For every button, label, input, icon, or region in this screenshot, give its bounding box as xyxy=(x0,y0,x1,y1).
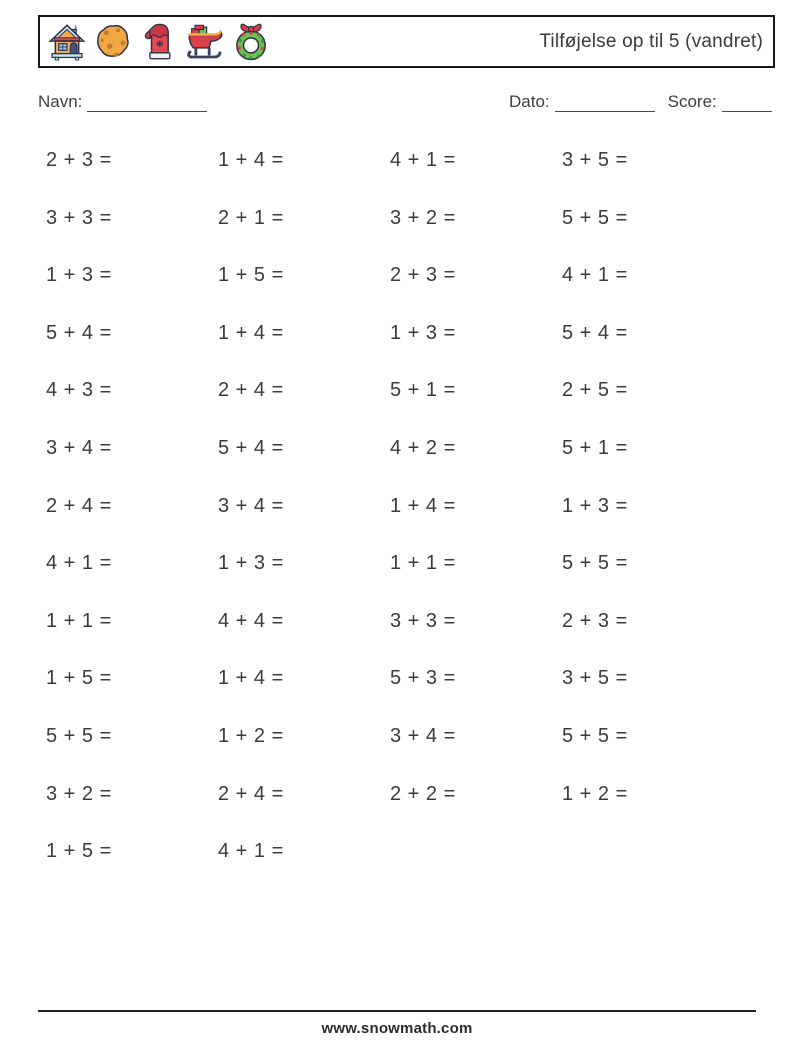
math-problem: 3 + 3 = xyxy=(46,206,112,229)
math-problem: 1 + 5 = xyxy=(46,840,112,863)
math-problem: 3 + 5 = xyxy=(562,149,628,171)
math-problem: 3 + 4 = xyxy=(390,724,456,747)
math-problem: 1 + 4 = xyxy=(390,494,456,517)
score-label: Score: xyxy=(667,92,717,111)
name-blank-line xyxy=(87,95,207,112)
math-problem: 4 + 2 = xyxy=(390,436,456,459)
math-problem: 2 + 3 = xyxy=(562,609,628,632)
math-problem: 1 + 3 = xyxy=(218,552,284,575)
name-label: Navn: xyxy=(38,92,83,111)
math-problem: 2 + 4 = xyxy=(218,782,284,805)
date-score-group xyxy=(509,92,772,112)
math-problem: 4 + 3 = xyxy=(46,379,112,402)
math-problem: 1 + 2 = xyxy=(218,724,284,747)
footer-divider xyxy=(38,1010,756,1012)
math-problem: 3 + 4 = xyxy=(218,494,284,517)
math-problem: 4 + 1 = xyxy=(390,149,456,171)
math-problem: 1 + 3 = xyxy=(562,494,628,517)
footer-website: www.snowmath.com xyxy=(321,1020,473,1037)
math-problem: 5 + 5 = xyxy=(562,552,628,575)
date-label: Dato: xyxy=(509,92,550,111)
score-field-group xyxy=(668,92,772,111)
math-problem: 1 + 5 = xyxy=(46,667,112,690)
math-problem: 3 + 4 = xyxy=(46,436,112,459)
math-problem: 2 + 1 = xyxy=(218,206,284,229)
math-problem: 5 + 3 = xyxy=(390,667,456,690)
math-problem: 5 + 4 = xyxy=(562,321,628,344)
math-problem: 1 + 5 = xyxy=(218,264,284,287)
math-problem: 1 + 2 = xyxy=(562,782,628,805)
header-box xyxy=(38,15,775,68)
math-problem: 1 + 1 = xyxy=(390,552,456,575)
math-problem: 1 + 1 = xyxy=(46,609,112,632)
math-problem: 4 + 1 = xyxy=(218,840,284,863)
math-problem: 5 + 5 = xyxy=(562,206,628,229)
math-problem: 4 + 4 = xyxy=(218,609,284,632)
math-problem: 4 + 1 = xyxy=(562,264,628,287)
math-problem: 1 + 4 = xyxy=(218,149,284,171)
math-problem: 5 + 1 = xyxy=(562,436,628,459)
math-problem: 5 + 4 = xyxy=(218,436,284,459)
math-problem: 5 + 4 = xyxy=(46,321,112,344)
math-problem: 1 + 3 = xyxy=(46,264,112,287)
math-problem: 2 + 3 = xyxy=(390,264,456,287)
math-problem: 3 + 2 = xyxy=(390,206,456,229)
math-problem: 3 + 2 = xyxy=(46,782,112,805)
fields-row xyxy=(0,92,794,118)
math-problem: 1 + 3 = xyxy=(390,321,456,344)
date-blank-line xyxy=(555,95,655,112)
math-problem: 2 + 5 = xyxy=(562,379,628,402)
mitten-icon xyxy=(139,21,179,63)
name-field-group xyxy=(38,92,207,112)
math-problem: 2 + 3 = xyxy=(46,149,112,171)
math-problem: 2 + 2 = xyxy=(390,782,456,805)
math-problem: 5 + 5 = xyxy=(562,724,628,747)
math-problem: 1 + 4 = xyxy=(218,321,284,344)
math-problem: 3 + 3 = xyxy=(390,609,456,632)
cookie-icon xyxy=(93,21,133,63)
math-problem: 5 + 1 = xyxy=(390,379,456,402)
math-problem: 1 + 4 = xyxy=(218,667,284,690)
wreath-icon xyxy=(231,21,271,63)
math-problem: 2 + 4 = xyxy=(46,494,112,517)
math-problem: 5 + 5 = xyxy=(46,724,112,747)
math-problem: 2 + 4 = xyxy=(218,379,284,402)
score-blank-line xyxy=(722,95,772,112)
header-icons xyxy=(47,21,271,63)
math-problem: 3 + 5 = xyxy=(562,667,628,690)
sleigh-icon xyxy=(185,21,225,63)
math-problem: 4 + 1 = xyxy=(46,552,112,575)
problems-grid xyxy=(46,147,734,896)
page-title: Tilføjelse op til 5 (vandret) xyxy=(539,30,763,52)
gingerbread-house-icon xyxy=(47,21,87,63)
